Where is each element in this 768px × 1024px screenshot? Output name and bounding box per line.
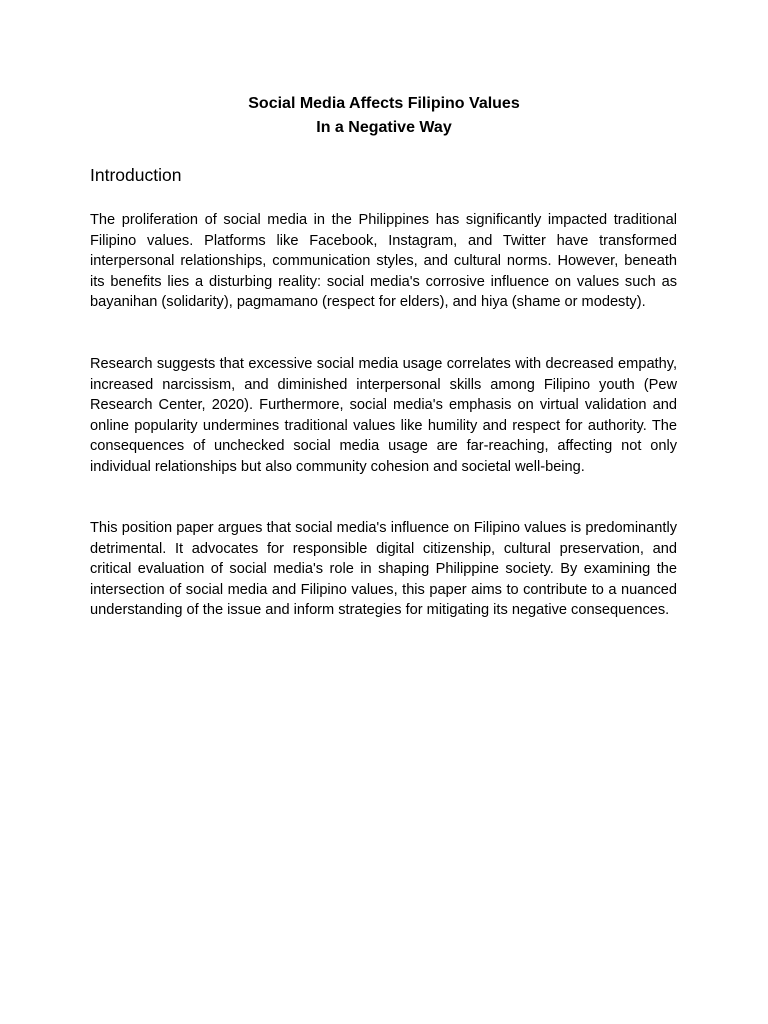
title-line-1: Social Media Affects Filipino Values <box>248 95 520 112</box>
paragraph-3: This position paper argues that social media's influence on Filipino values is predominantly detrimental. It advocates for responsible digital citizenship, cultural preservation, and critical evaluation of social media's role in shaping Philippine society. By examining the intersection of social media and Filipino values, this paper aims to contribute to a nuanced understanding of the issue and inform strategies for mitigating its negative consequences. <box>90 520 677 618</box>
paragraph-2: Research suggests that excessive social media usage correlates with decreased empathy, increased narcissism, and diminished interpersonal skills among Filipino youth (Pew Research Center, 2020). Furthermore, social media's emphasis on virtual validation and online popularity undermines traditional values like humility and respect for authority. The consequences of unchecked social media usage are far-reaching, affecting not only individual relationships but also community cohesion and societal well-being. <box>90 356 677 475</box>
section-heading-introduction: Introduction <box>90 165 182 185</box>
title-line-2: In a Negative Way <box>316 119 452 136</box>
paragraph-1: The proliferation of social media in the Philippines has significantly impacted traditional Filipino values. Platforms like Facebook, Instagram, and Twitter have transformed interpersonal relationships, communication styles, and cultural norms. However, beneath its benefits lies a disturbing reality: social media's corrosive influence on values such as bayanihan (solidarity), pagmamano (respect for elders), and hiya (shame or modesty). <box>90 212 677 310</box>
document-title <box>90 92 678 140</box>
